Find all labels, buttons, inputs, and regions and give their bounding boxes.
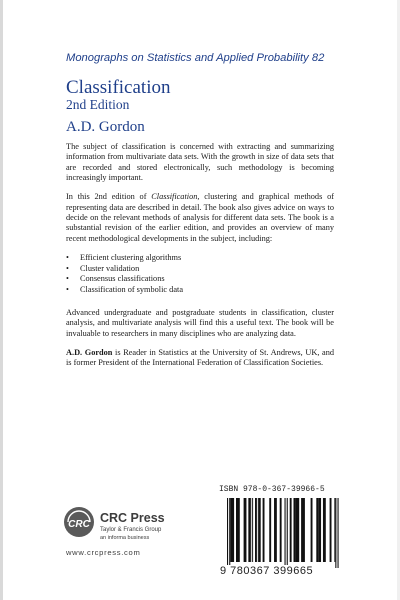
paragraph-author-bio: A.D. Gordon is Reader in Statistics at the University of St. Andrews, UK, and is former President of the International Federation of Classification Societies.	[66, 347, 334, 367]
publisher-url: www.crcpress.com	[66, 548, 141, 557]
crc-logo-icon	[63, 506, 95, 538]
bullet-icon: •	[66, 252, 69, 262]
bullet-icon: •	[66, 274, 69, 284]
paragraph-edition: In this 2nd edition of Classification, clustering and graphical methods of representing data are described in detail. The book also gives advice on ways to decide on the relevant methods of analysis for different data sets. The book is a substantial revision of the earlier edition, and provides an overview of many recent methodological developments in the subject, including:	[66, 192, 334, 243]
description	[66, 142, 334, 377]
author-name: A.D. Gordon	[66, 119, 145, 135]
bullet-icon: •	[66, 263, 69, 273]
crc-logo-text: CRC	[68, 519, 90, 530]
publisher-group: Taylor & Francis Group	[100, 527, 162, 533]
isbn-label: ISBN 978-0-367-39966-5	[219, 485, 325, 494]
barcode-icon	[219, 498, 345, 568]
paragraph-audience: Advanced undergraduate and postgraduate students in classification, cluster analysis, and multivariate analysis will find this a useful text. The book will be invaluable to researchers in many disciplines who are analyzing data.	[66, 307, 334, 338]
book-title-italic: Classification	[151, 192, 198, 202]
list-item: • Efficient clustering algorithms	[66, 252, 182, 262]
paragraph-intro: The subject of classification is concerned with extracting and summarizing information from multivariate data sets. With the growth in size of data sets that are recorded and stored electronically, such methodology is becoming increasingly important.	[66, 142, 334, 183]
list-item: • Classification of symbolic data	[66, 285, 183, 295]
bullet-icon: •	[66, 285, 69, 295]
publisher-name: CRC Press	[100, 511, 165, 525]
publisher-block	[63, 506, 193, 564]
list-item: • Consensus classifications	[66, 274, 165, 284]
author-name-bold: A.D. Gordon	[66, 347, 113, 357]
barcode-digits: 9 780367 399665	[220, 565, 314, 577]
publisher-tagline: an informa business	[100, 535, 150, 541]
edition-label: 2nd Edition	[66, 97, 130, 112]
series-title: Monographs on Statistics and Applied Probability 82	[66, 52, 325, 64]
book-title: Classification	[66, 77, 171, 98]
topic-list	[66, 253, 334, 296]
list-item: • Cluster validation	[66, 263, 140, 273]
